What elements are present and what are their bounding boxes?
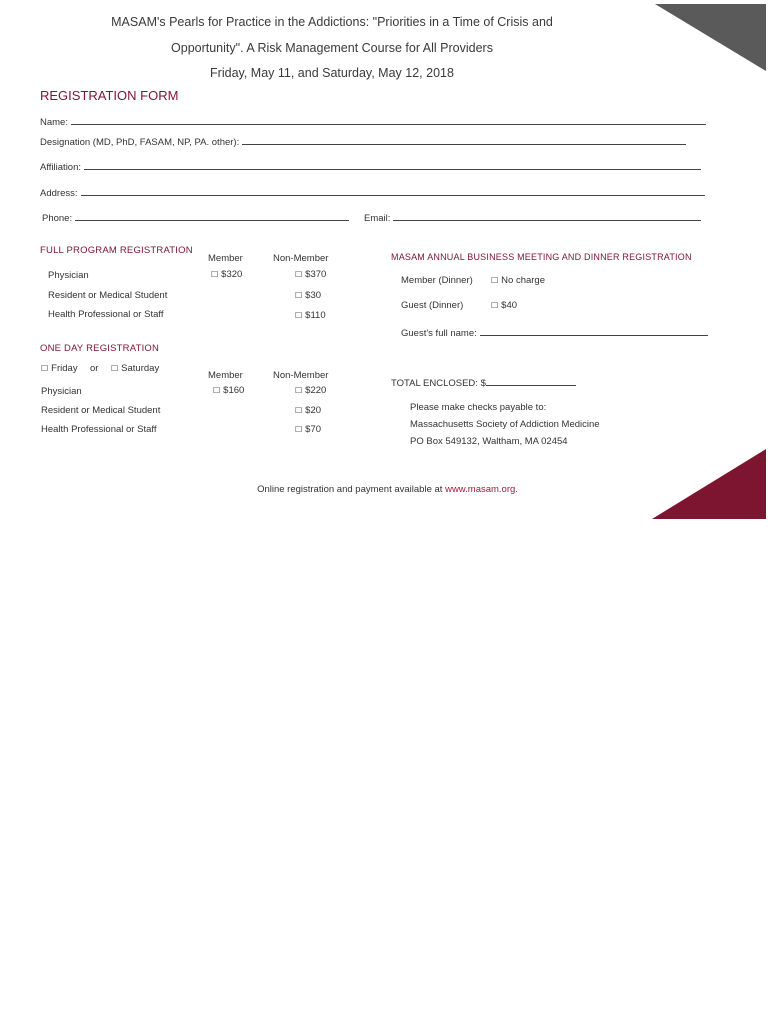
name-label: Name: (40, 117, 68, 128)
checkbox-icon: ☐ (111, 364, 119, 373)
designation-field[interactable] (40, 135, 686, 148)
total-label: TOTAL ENCLOSED: $ (391, 378, 486, 389)
dinner-member-label: Member (Dinner) (401, 275, 473, 286)
name-blank[interactable] (71, 115, 706, 125)
dinner-guest-checkbox[interactable] (491, 300, 517, 311)
checkbox-icon: ☐ (295, 425, 303, 434)
checkbox-icon: ☐ (295, 291, 303, 300)
payment-line3: PO Box 549132, Waltham, MA 02454 (410, 436, 568, 447)
full-resident-nonmember-price: $30 (305, 290, 322, 301)
dinner-member-checkbox[interactable] (491, 275, 545, 286)
dinner-guest-price: $40 (501, 300, 518, 311)
full-staff-nonmember-price: $110 (305, 310, 326, 321)
one-day-resident-nonmember-price: $20 (305, 405, 322, 416)
form-title: REGISTRATION FORM (40, 88, 179, 103)
one-day-physician-label: Physician (41, 386, 82, 397)
one-day-member-header: Member (208, 370, 243, 381)
full-staff-nonmember-checkbox[interactable] (295, 310, 326, 321)
one-day-physician-nonmember-checkbox[interactable] (295, 385, 326, 396)
one-day-physician-member-price: $160 (223, 385, 245, 396)
checkbox-icon: ☐ (295, 406, 303, 415)
header-title-line1: MASAM's Pearls for Practice in the Addictions: "Priorities in a Time of Crisis and (111, 15, 553, 29)
guest-name-field[interactable] (401, 326, 708, 339)
header-title-line2: Opportunity". A Risk Management Course for All Providers (171, 41, 493, 55)
full-member-header: Member (208, 253, 243, 264)
full-physician-member-checkbox[interactable] (211, 269, 242, 280)
full-nonmember-header: Non-Member (273, 253, 329, 264)
masam-website-link[interactable]: www.masam.org (445, 484, 516, 495)
checkbox-icon: ☐ (295, 311, 303, 320)
one-day-heading: ONE DAY REGISTRATION (40, 343, 160, 354)
online-period: . (515, 484, 518, 495)
one-day-friday-label: Friday (51, 363, 78, 374)
guest-name-blank[interactable] (480, 326, 708, 336)
designation-blank[interactable] (242, 135, 686, 145)
one-day-friday-checkbox[interactable] (41, 363, 78, 374)
address-field[interactable] (40, 186, 705, 199)
full-resident-nonmember-checkbox[interactable] (295, 290, 321, 301)
full-physician-nonmember-checkbox[interactable] (295, 269, 326, 280)
address-label: Address: (40, 188, 78, 199)
email-field[interactable] (364, 211, 701, 224)
address-blank[interactable] (81, 186, 705, 196)
payment-line1: Please make checks payable to: (410, 402, 547, 413)
one-day-physician-member-checkbox[interactable] (213, 385, 244, 396)
phone-field[interactable] (42, 211, 349, 224)
full-physician-nonmember-price: $370 (305, 269, 327, 280)
one-day-saturday-checkbox[interactable] (111, 363, 159, 374)
full-physician-label: Physician (48, 270, 89, 281)
online-registration-note (0, 484, 770, 495)
one-day-resident-label: Resident or Medical Student (41, 405, 161, 416)
header-date: Friday, May 11, and Saturday, May 12, 2018 (210, 66, 454, 80)
phone-label: Phone: (42, 213, 73, 224)
email-label: Email: (364, 213, 391, 224)
dinner-heading: MASAM ANNUAL BUSINESS MEETING AND DINNER REGISTRATION (391, 252, 692, 262)
email-blank[interactable] (393, 211, 701, 221)
full-staff-label: Health Professional or Staff (48, 309, 164, 320)
one-day-staff-nonmember-price: $70 (305, 424, 322, 435)
online-text: Online registration and payment available at (257, 484, 443, 495)
affiliation-label: Affiliation: (40, 162, 82, 173)
guest-name-label: Guest's full name: (401, 328, 477, 339)
payment-line2: Massachusetts Society of Addiction Medicine (410, 419, 600, 430)
one-day-physician-nonmember-price: $220 (305, 385, 327, 396)
full-physician-member-price: $320 (221, 269, 243, 280)
checkbox-icon: ☐ (41, 364, 49, 373)
checkbox-icon: ☐ (295, 386, 303, 395)
checkbox-icon: ☐ (491, 301, 499, 310)
full-program-heading: FULL PROGRAM REGISTRATION (40, 245, 193, 256)
corner-gray-triangle (655, 4, 766, 71)
checkbox-icon: ☐ (295, 270, 303, 279)
dinner-guest-label: Guest (Dinner) (401, 300, 464, 311)
full-resident-label: Resident or Medical Student (48, 290, 168, 301)
checkbox-icon: ☐ (491, 276, 499, 285)
one-day-nonmember-header: Non-Member (273, 370, 329, 381)
one-day-resident-nonmember-checkbox[interactable] (295, 405, 321, 416)
designation-label: Designation (MD, PhD, FASAM, NP, PA. other): (40, 137, 240, 148)
checkbox-icon: ☐ (213, 386, 221, 395)
phone-blank[interactable] (75, 211, 349, 221)
one-day-staff-label: Health Professional or Staff (41, 424, 157, 435)
one-day-staff-nonmember-checkbox[interactable] (295, 424, 321, 435)
one-day-or: or (90, 363, 99, 374)
affiliation-field[interactable] (40, 160, 701, 173)
dinner-member-price: No charge (501, 275, 546, 286)
total-blank[interactable] (486, 376, 576, 386)
one-day-saturday-label: Saturday (121, 363, 160, 374)
checkbox-icon: ☐ (211, 270, 219, 279)
name-field[interactable] (40, 115, 706, 128)
affiliation-blank[interactable] (84, 160, 701, 170)
total-field[interactable] (391, 376, 576, 389)
